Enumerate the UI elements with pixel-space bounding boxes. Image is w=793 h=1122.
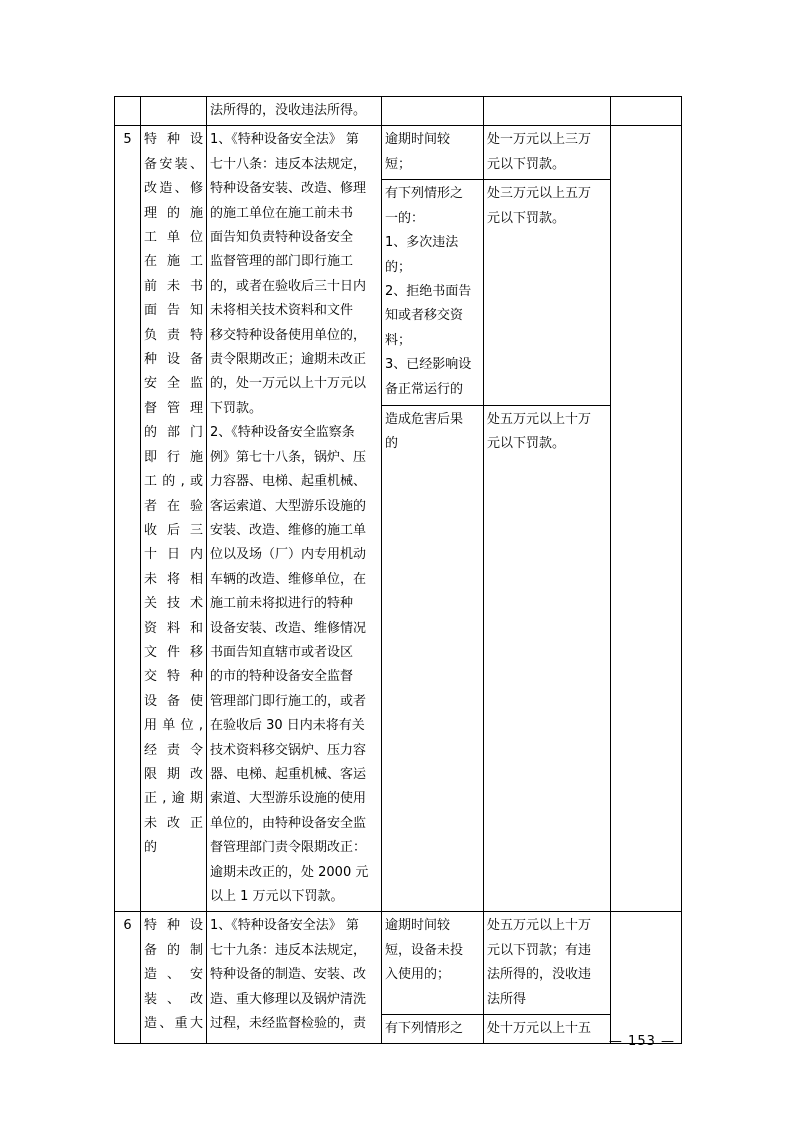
text-line: 特种设 [144,132,203,148]
remark [611,126,682,912]
text-line: 索道、大型游乐设施的使用 [210,791,367,807]
text-line: 1、《特种设备安全法》 第 [210,918,359,934]
text-line: 的市的特种设备安全监督 [210,669,354,685]
text-line: 处五万元以上十万 [487,411,592,427]
text-line: 法所得的，没收违 [487,967,592,983]
text-line: 资料和 [144,620,203,636]
text-line: 器、电梯、起重机械、客运 [210,766,367,782]
text-line: 逾期未改正的，处 2000 元 [210,864,369,880]
text-line: 的 [144,840,158,856]
text-line: 理的施 [144,205,203,221]
text-line: 1、多次违法 [385,235,459,251]
row-number [115,97,141,126]
text-line: 一的： [385,210,425,226]
text-line: 逾期时间较 [385,132,451,148]
text-line: 料； [385,332,412,348]
condition [382,912,484,1015]
text-line: 安全监 [144,376,203,392]
text-line: 的部门 [144,425,203,441]
penalty [484,126,611,180]
penalty [484,97,611,126]
text-line: 单位的，由特种设备安全监 [210,815,367,831]
text-line: 七十八条：违反本法规定， [210,156,367,172]
text-line: 元以下罚款。 [487,210,566,226]
text-line: 面告知 [144,303,203,319]
text-line: 处三万元以上五万 [487,186,592,202]
text-line: 责令限期改正；逾期未改正 [210,352,367,368]
text-line: 的，处一万元以上十万元以 [210,376,367,392]
text-line: 用单位, [144,718,203,734]
text-line: 的施工单位在施工前未书 [210,205,354,221]
text-line: 在验收后 30 日内未将有关 [210,718,365,734]
penalty [484,912,611,1015]
condition [382,1015,484,1044]
text-line: 收后三 [144,522,203,538]
text-line: 技术资料移交锅炉、压力容 [210,742,367,758]
text-line: 备安装、 [144,156,203,172]
text-line: 特种设备的制造、安装、改 [210,967,367,983]
text-line: 监督管理的部门即行施工 [210,254,354,270]
text-line: 种设备 [144,352,203,368]
text-line: 工单位 [144,230,203,246]
text-line: 有下列情形之 [385,1021,464,1037]
condition [382,180,484,405]
text-line: 工的,或 [144,474,203,490]
condition [382,126,484,180]
text-line: 处一万元以上三万 [487,132,592,148]
text-line: 元以下罚款。 [487,156,566,172]
text-line: 安装、改造、维修的施工单 [210,522,367,538]
text-line: 短，设备未投 [385,942,464,958]
text-line: 改造、修 [144,181,203,197]
text-line: 装、改 [144,991,203,1007]
text-line: 面告知负责特种设备安全 [210,230,354,246]
text-line: 过程，未经监督检验的，责 [210,1016,367,1032]
text-line: 前未书 [144,278,203,294]
text-line: 交特种 [144,669,203,685]
legal-basis [207,126,382,912]
text-line: 元以下罚款；有违 [487,942,592,958]
condition [382,405,484,912]
text-line: 客运索道、大型游乐设施的 [210,498,367,514]
text-line: 3、已经影响设 [385,357,472,373]
text-line: 短； [385,156,412,172]
text-line: 法所得 [487,991,527,1007]
text-line: 造、重大 [144,1016,203,1032]
penalty [484,405,611,912]
text-line: 十日内 [144,547,203,563]
text-line: 处十万元以上十五 [487,1021,592,1037]
text-line: 的； [385,259,412,275]
text-line: 者在验 [144,498,203,514]
remark [611,912,682,1044]
text-line: 书面告知直辖市或者设区 [210,644,354,660]
text-line: 未将相 [144,571,203,587]
text-line: 移交特种设备使用单位的， [210,327,367,343]
text-line: 正,逾期 [144,791,203,807]
text-line: 备正常运行的 [385,381,464,397]
text-line: 例》第七十八条，锅炉、压 [210,449,367,465]
row-number: 5 [115,126,141,912]
text-line: 限期改 [144,766,203,782]
text-line: 即行施 [144,449,203,465]
text-line: 造、安 [144,967,203,983]
text-line: 督管理 [144,400,203,416]
text-line: 入使用的； [385,967,451,983]
text-line: 1、《特种设备安全法》 第 [210,132,359,148]
text-line: 造成危害后果 [385,411,464,427]
text-line: 处五万元以上十万 [487,918,592,934]
text-line: 的 [385,436,399,452]
text-line: 特种设备安装、改造、修理 [210,181,367,197]
text-line: 备的制 [144,942,203,958]
condition [382,97,484,126]
table-row-6 [115,912,682,1015]
text-line: 知或者移交资 [385,308,464,324]
violation-item [141,912,207,1044]
text-line: 施工前未将拟进行的特种 [210,596,354,612]
page-number: — 153 — [608,1034,675,1049]
text-line: 设备使 [144,693,203,709]
penalty-table [114,96,682,1044]
text-line: 以上 1 万元以下罚款。 [210,889,344,904]
text-line: 下罚款。 [210,400,263,416]
row-number: 6 [115,912,141,1044]
violation-item [141,97,207,126]
table-row-continuation [115,97,682,126]
text-line: 元以下罚款。 [487,436,566,452]
text-line: 的，或者在验收后三十日内 [210,278,367,294]
text-line: 车辆的改造、维修单位，在 [210,571,367,587]
text-line: 文件移 [144,644,203,660]
violation-item [141,126,207,912]
penalty [484,180,611,405]
legal-basis: 法所得的，没收违法所得。 [207,97,382,126]
text-line: 设备安装、改造、维修情况 [210,620,367,636]
penalty [484,1015,611,1044]
table-row-5 [115,126,682,180]
text-line: 2、拒绝书面告 [385,284,472,300]
text-line: 位以及场（厂）内专用机动 [210,547,367,563]
text-line: 未将相关技术资料和文件 [210,303,354,319]
text-line: 特种设 [144,918,203,934]
remark [611,97,682,126]
text-line: 经责令 [144,742,203,758]
text-line: 在施工 [144,254,203,270]
text-line: 负责特 [144,327,203,343]
text-line: 未改正 [144,815,203,831]
text-line: 力容器、电梯、起重机械、 [210,474,367,490]
text-line: 七十九条：违反本法规定， [210,942,367,958]
text-line: 督管理部门责令限期改正： [210,840,367,856]
legal-basis [207,912,382,1044]
text-line: 逾期时间较 [385,918,451,934]
text-line: 关技术 [144,596,203,612]
text-line: 造、重大修理以及锅炉清洗 [210,991,367,1007]
text-line: 有下列情形之 [385,186,464,202]
text-line: 管理部门即行施工的，或者 [210,693,367,709]
text-line: 2、《特种设备安全监察条 [210,425,355,441]
